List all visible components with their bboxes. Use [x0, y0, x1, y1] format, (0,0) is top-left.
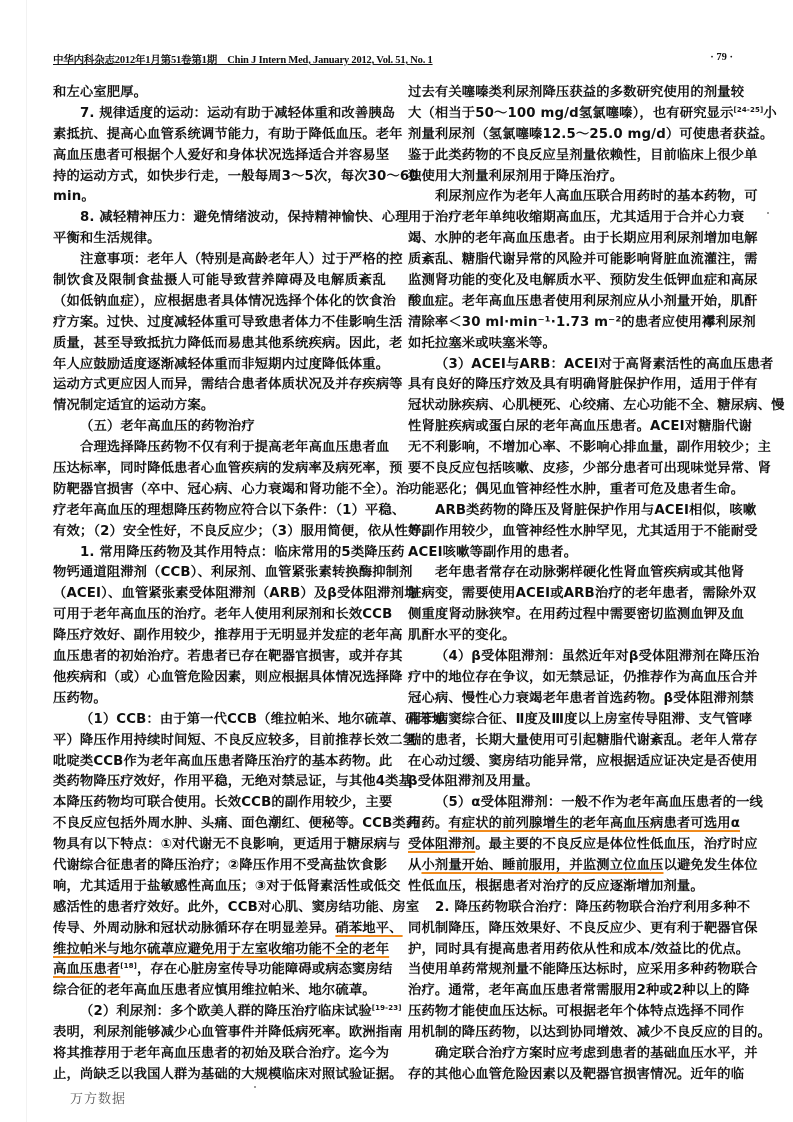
text-line — [408, 960, 758, 981]
highlighted-text: 小剂量开始、睡前服用，并监测立位血压 — [421, 857, 664, 873]
text-line — [53, 271, 386, 292]
line-text: 2. 降压药物联合治疗：降压药物联合治疗利用多种不 — [435, 899, 751, 915]
line-text: 。最主要的不良反应是体位性低血压，治疗时应 — [475, 837, 758, 853]
line-text: 疗老年高血压的理想降压药物应符合以下条件：（1）平稳、 — [53, 502, 406, 518]
text-line — [53, 459, 403, 480]
text-line — [53, 125, 403, 146]
line-text: 情况制定适宜的运动方案。 — [53, 398, 215, 414]
page-number: · 79 · — [710, 52, 733, 63]
text-line — [408, 334, 733, 355]
line-text: ARB类药物的降压及肾脏保护作用与ACEI相似，咳嗽 — [435, 502, 757, 518]
text-line — [53, 919, 403, 940]
line-text: 喘的患者，长期大量使用可引起糖脂代谢紊乱。老年人常存 — [408, 732, 758, 748]
line-text: （五）老年高血压的药物治疗 — [80, 419, 255, 435]
line-text: 疗中的地位存在争议，如无禁忌证，仍推荐作为高血压合并 — [408, 669, 758, 685]
text-line — [53, 83, 386, 104]
text-line — [408, 605, 745, 626]
text-line — [408, 292, 758, 313]
text-line — [408, 125, 774, 146]
line-text: 用机制的降压药物，以达到协同增效、减少不良反应的目的。 — [408, 1025, 772, 1041]
line-text: 要不良反应包括咳嗽、皮疹，少部分患者可出现味觉异常、肾 — [408, 461, 772, 477]
line-text: 运动方式更应因人而异，需结合患者体质状况及并存疾病等 — [53, 377, 403, 393]
text-line — [53, 835, 401, 856]
highlighted-text: 高血压患者 — [53, 962, 121, 978]
text-line — [408, 731, 758, 752]
text-line — [53, 793, 393, 814]
line-text: 压药物才能使血压达标。可根据老年个体特点选择不同作 — [408, 1004, 745, 1020]
line-text: （ACEI）、血管紧张素受体阻滞剂（ARB）及β受体阻滞剂均 — [53, 586, 418, 602]
text-line — [408, 167, 733, 188]
line-text: 治疗。通常，老年高血压患者常需服用2种或2种以上的降 — [408, 983, 750, 999]
line-text: 持的运动方式，如快步行走，一般每周3～5次，每次30～60 — [53, 168, 419, 184]
line-text: 用于治疗老年单纯收缩期高血压，尤其适用于合并心力衰 — [408, 210, 745, 226]
text-line — [53, 187, 386, 208]
text-line — [53, 375, 403, 396]
line-text: 清除率＜30 ml·min⁻¹·1.73 m⁻²的患者应使用襻利尿剂 — [408, 314, 756, 330]
text-line — [53, 731, 417, 752]
highlighted-text: 硝苯地平、 — [335, 920, 403, 936]
line-text: （3）ACEI与ARB：ACEI对于高肾素活性的高血压患者 — [435, 356, 774, 372]
text-line — [53, 229, 386, 250]
journal-citation: 中华内科杂志2012年1月第51卷第1期 Chin J Intern Med, January 2012, Vol. 51, No. 1 — [53, 55, 433, 66]
line-text: 监测肾功能的变化及电解质水平、预防发生低钾血症和高尿 — [408, 273, 758, 289]
text-line — [408, 1002, 745, 1023]
text-line — [408, 689, 754, 710]
text-line — [53, 438, 390, 459]
line-text: 平）降压作用持续时间短、不良反应较多，目前推荐长效二氢 — [53, 732, 417, 748]
text-line — [53, 480, 410, 501]
line-text: 当使用单药常规剂量不能降压达标时，应采用多种药物联合 — [408, 962, 758, 978]
line-text: 可用于老年高血压的治疗。老年人使用利尿剂和长效CCB — [53, 607, 393, 623]
text-line — [408, 83, 745, 104]
line-text: 性低血压，根据患者对治疗的反应逐渐增加剂量。 — [408, 878, 704, 894]
text-line — [53, 396, 386, 417]
line-text: 他疾病和（或）心血管危险因素，则应根据具体情况选择降 — [53, 669, 403, 685]
text-line — [53, 334, 403, 355]
line-text: 压药物。 — [53, 690, 107, 706]
text-line — [53, 250, 403, 271]
line-text: β受体阻滞剂及用量。 — [408, 774, 539, 790]
text-line — [53, 898, 420, 919]
line-text: （1）CCB：由于第一代CCB（维拉帕米、地尔硫䓬、硝苯地 — [80, 711, 446, 727]
text-line — [408, 647, 760, 668]
text-line — [408, 355, 774, 376]
line-text: 利尿剂应作为老年人高血压联合用药时的基本药物，可 — [435, 189, 758, 205]
text-line — [53, 543, 405, 564]
scan-speck — [767, 212, 769, 214]
line-text: 本降压药物均可联合使用。长效CCB的副作用较少，主要 — [53, 795, 393, 811]
text-line — [408, 1044, 758, 1065]
text-line — [53, 1023, 403, 1044]
text-line — [408, 208, 745, 229]
highlighted-text: 有症状的前列腺增生的老年高血压病患者可选用α — [448, 816, 741, 832]
line-text: 具有良好的降压疗效及具有明确肾脏保护作用，适用于伴有 — [408, 377, 758, 393]
text-line — [408, 480, 745, 501]
text-line — [408, 313, 756, 334]
text-line — [53, 563, 413, 584]
line-text: 类药物降压疗效好，作用平稳，无绝对禁忌证，与其他4类基 — [53, 774, 413, 790]
text-line — [408, 501, 757, 522]
text-line — [53, 1002, 402, 1023]
text-line — [53, 940, 390, 961]
text-line — [408, 104, 777, 125]
text-line — [408, 752, 758, 773]
line-text: 年人应鼓励适度逐渐减轻体重而非短期内过度降低体重。 — [53, 356, 390, 372]
text-line — [53, 752, 393, 773]
line-text: 酸血症。老年高血压患者使用利尿剂应从小剂量开始，肌酐 — [408, 293, 758, 309]
text-line — [408, 563, 745, 584]
line-text: 物钙通道阻滞剂（CCB）、利尿剂、血管紧张素转换酶抑制剂 — [53, 565, 413, 581]
text-line — [408, 626, 733, 647]
line-text: 素抵抗、提高心血管系统调节能力，有助于降低血压。老年 — [53, 126, 403, 142]
line-text: 合理选择降压药物不仅有利于提高老年高血压患者血 — [80, 440, 390, 456]
highlighted-text: 受体阻滞剂 — [408, 837, 476, 853]
text-line — [53, 1044, 390, 1065]
line-text: min。 — [53, 189, 95, 205]
text-line — [53, 104, 396, 125]
line-text: 脏病变，需要使用ACEI或ARB治疗的老年患者，需除外双 — [408, 586, 757, 602]
text-line — [53, 292, 396, 313]
text-line — [53, 522, 436, 543]
line-text: 传导、外周动脉和冠状动脉循环存在明显差异。 — [53, 920, 336, 936]
line-text: （如低钠血症），应根据患者具体情况选择个体化的饮食治 — [53, 293, 396, 309]
line-text: 竭、水肿的老年高血压患者。由于长期应用利尿剂增加电解 — [408, 231, 758, 247]
line-text: 老年患者常存在动脉粥样硬化性肾血管疾病或其他肾 — [435, 565, 745, 581]
text-line — [53, 710, 446, 731]
text-line — [53, 772, 413, 793]
text-line — [408, 1023, 772, 1044]
text-line — [408, 856, 758, 877]
line-text: 血压患者的初始治疗。若患者已存在靶器官损害，或并存其 — [53, 649, 403, 665]
line-text: 将其推荐用于老年高血压患者的初始及联合治疗。迄今为 — [53, 1045, 390, 1061]
line-text: （5）α受体阻滞剂：一般不作为老年高血压患者的一线 — [435, 795, 763, 811]
scan-edge-line — [26, 0, 27, 1122]
scan-speck — [254, 1086, 256, 1088]
line-text: 降压疗效好、副作用较少，推荐用于无明显并发症的老年高 — [53, 628, 403, 644]
line-text: 代谢综合征患者的降压治疗；②降压作用不受高盐饮食影 — [53, 857, 388, 873]
line-text: 和左心室肥厚。 — [53, 85, 148, 100]
right-column — [408, 83, 785, 1086]
text-line — [408, 438, 772, 459]
line-text: 7. 规律适度的运动：运动有助于减轻体重和改善胰岛 — [80, 105, 396, 121]
text-line — [408, 898, 751, 919]
text-line — [408, 417, 752, 438]
line-text: 高血压患者可根据个人爱好和身体状况选择适合并容易坚 — [53, 147, 390, 163]
line-text: 平衡和生活规律。 — [53, 231, 161, 247]
line-text: 吡啶类CCB作为老年高血压患者降压治疗的基本药物。此 — [53, 753, 393, 769]
text-line — [408, 229, 758, 250]
line-text: 用药。 — [408, 816, 449, 832]
line-text: 冠心病、慢性心力衰竭老年患者首选药物。β受体阻滞剂禁 — [408, 690, 754, 706]
line-text: 质量，甚至导致抵抗力降低而易患其他系统疾病。因此，老 — [53, 335, 403, 351]
text-line — [53, 501, 406, 522]
line-text: 防靶器官损害（卒中、冠心病、心力衰竭和肾功能不全）。治 — [53, 481, 410, 497]
text-line — [53, 814, 420, 835]
text-line — [408, 1065, 745, 1086]
text-line — [53, 605, 393, 626]
text-line — [53, 146, 390, 167]
line-text: 如托拉塞米或呋塞米等。 — [408, 335, 556, 351]
text-line — [53, 584, 418, 605]
text-line — [408, 375, 758, 396]
line-text: 肌酐水平的变化。 — [408, 628, 516, 644]
text-line — [53, 1065, 403, 1086]
line-text: 综合征的老年高血压患者应慎用维拉帕米、地尔硫䓬。 — [53, 983, 376, 999]
text-line — [408, 459, 772, 480]
line-text: 压达标率，同时降低患者心血管疾病的发病率及病死率，预 — [53, 461, 403, 477]
text-line — [408, 940, 750, 961]
text-line — [53, 877, 401, 898]
line-text: 质紊乱、糖脂代谢异常的风险并可能影响肾脏血流灌注，需 — [408, 252, 758, 268]
text-line — [408, 919, 758, 940]
line-text: 存的其他心血管危险因素以及靶器官损害情况。近年的临 — [408, 1066, 745, 1082]
line-text: 8. 减轻精神压力：避免情绪波动，保持精神愉快、心理 — [80, 210, 409, 226]
line-text: 护，同时具有提高患者用药依从性和成本/效益比的优点。 — [408, 941, 750, 957]
text-line — [408, 877, 733, 898]
watermark-wanfang: 万方数据 — [70, 1092, 127, 1107]
line-text: 制饮食及限制食盐摄人可能导致营养障碍及电解质紊乱 — [53, 273, 386, 289]
text-line — [53, 981, 386, 1002]
text-line — [408, 543, 733, 564]
line-text: 止，尚缺乏以我国人群为基础的大规模临床对照试验证据。 — [53, 1066, 403, 1082]
line-text: 功能恶化；偶见血管神经性水肿，重者可危及患者生命。 — [408, 481, 745, 497]
text-line — [53, 313, 403, 334]
text-line — [408, 710, 753, 731]
line-text: ，存在心脏房室传导功能障碍或病态窦房结 — [136, 962, 393, 978]
line-text: 表明，利尿剂能够减少心血管事件并降低病死率。欧洲指南 — [53, 1025, 403, 1041]
text-line — [408, 396, 785, 417]
line-text: 不良反应包括外周水肿、头痛、面色潮红、便秘等。CCB类药 — [53, 816, 420, 832]
line-text: 无不利影响，不增加心率、不影响心排血量，副作用较少；主 — [408, 440, 772, 456]
text-line — [408, 772, 733, 793]
line-text: 确定联合治疗方案时应考虑到患者的基础血压水平，并 — [435, 1045, 758, 1061]
highlighted-text: 维拉帕米与地尔硫䓬应避免用于左室收缩功能不全的老年 — [53, 941, 390, 957]
text-line — [53, 208, 409, 229]
line-text: 等副作用较少，血管神经性水肿罕见，尤其适用于不能耐受 — [408, 523, 758, 539]
line-text: 同机制降压，降压效果好、不良反应少、更有利于靶器官保 — [408, 920, 758, 936]
citation-ref: [18] — [120, 962, 137, 971]
text-line — [408, 981, 750, 1002]
line-text: 有效；（2）安全性好，不良反应少；（3）服用简便，依从性好。 — [53, 523, 436, 539]
text-line — [53, 626, 403, 647]
text-line — [53, 668, 403, 689]
line-text: 响，尤其适用于盐敏感性高血压；③对于低肾素活性或低交 — [53, 878, 401, 894]
text-line — [53, 355, 390, 376]
text-line — [408, 835, 758, 856]
line-text: 在心动过缓、窦房结功能异常，应根据适应证决定是否使用 — [408, 753, 758, 769]
line-text: （4）β受体阻滞剂：虽然近年对β受体阻滞剂在降压治 — [435, 649, 760, 665]
text-line — [53, 856, 386, 877]
line-text: 疗方案。过快、过度减轻体重可导致患者体力不佳影响生活 — [53, 314, 403, 330]
line-text: 小 — [763, 105, 777, 121]
text-line — [408, 271, 758, 292]
line-text: 注意事项：老年人（特别是高龄老年人）过于严格的控 — [80, 252, 403, 268]
citation-ref: [24-25] — [733, 105, 764, 114]
text-line — [408, 668, 758, 689]
text-line — [408, 250, 758, 271]
line-text: 感活性的患者疗效好。此外，CCB对心肌、窦房结功能、房室 — [53, 899, 420, 915]
line-text: ACEI咳嗽等副作用的患者。 — [408, 544, 578, 560]
text-line — [408, 522, 758, 543]
text-line — [53, 689, 386, 710]
line-text: 大（相当于50～100 mg/d氢氯噻嗪），也有研究显示 — [408, 105, 734, 121]
line-text: 过去有关噻嗪类利尿剂降压获益的多数研究使用的剂量较 — [408, 85, 745, 100]
line-text: 从 — [408, 857, 422, 873]
line-text: 1. 常用降压药物及其作用特点：临床常用的5类降压药 — [80, 544, 405, 560]
text-line — [408, 793, 763, 814]
line-text: 剂量利尿剂（氢氯噻嗪12.5～25.0 mg/d）可使患者获益。 — [408, 126, 774, 142]
citation-ref: [19-23] — [371, 1004, 402, 1013]
text-line — [408, 146, 758, 167]
text-line — [408, 187, 758, 208]
line-text: 用于病窦综合征、Ⅱ度及Ⅲ度以上房室传导阻滞、支气管哮 — [408, 711, 753, 727]
text-line — [408, 584, 757, 605]
line-text: 独使用大剂量利尿剂用于降压治疗。 — [408, 168, 624, 184]
text-line — [408, 814, 741, 835]
line-text: 鉴于此类药物的不良反应呈剂量依赖性，目前临床上很少单 — [408, 147, 758, 163]
line-text: 冠状动脉疾病、心肌梗死、心绞痛、左心功能不全、糖尿病、慢 — [408, 398, 785, 414]
text-line — [53, 417, 386, 438]
text-line — [53, 167, 419, 188]
running-header — [53, 52, 733, 68]
line-text: 以避免发生体位 — [663, 857, 758, 873]
line-text: 侧重度肾动脉狭窄。在用药过程中需要密切监测血钾及血 — [408, 607, 745, 623]
line-text: 性肾脏疾病或蛋白尿的老年高血压患者。ACEI对糖脂代谢 — [408, 419, 752, 435]
line-text: 物具有以下特点：①对代谢无不良影响，更适用于糖尿病与 — [53, 837, 401, 853]
text-line — [53, 960, 393, 981]
line-text: （2）利尿剂：多个欧美人群的降压治疗临床试验 — [80, 1004, 372, 1020]
text-line — [53, 647, 403, 668]
